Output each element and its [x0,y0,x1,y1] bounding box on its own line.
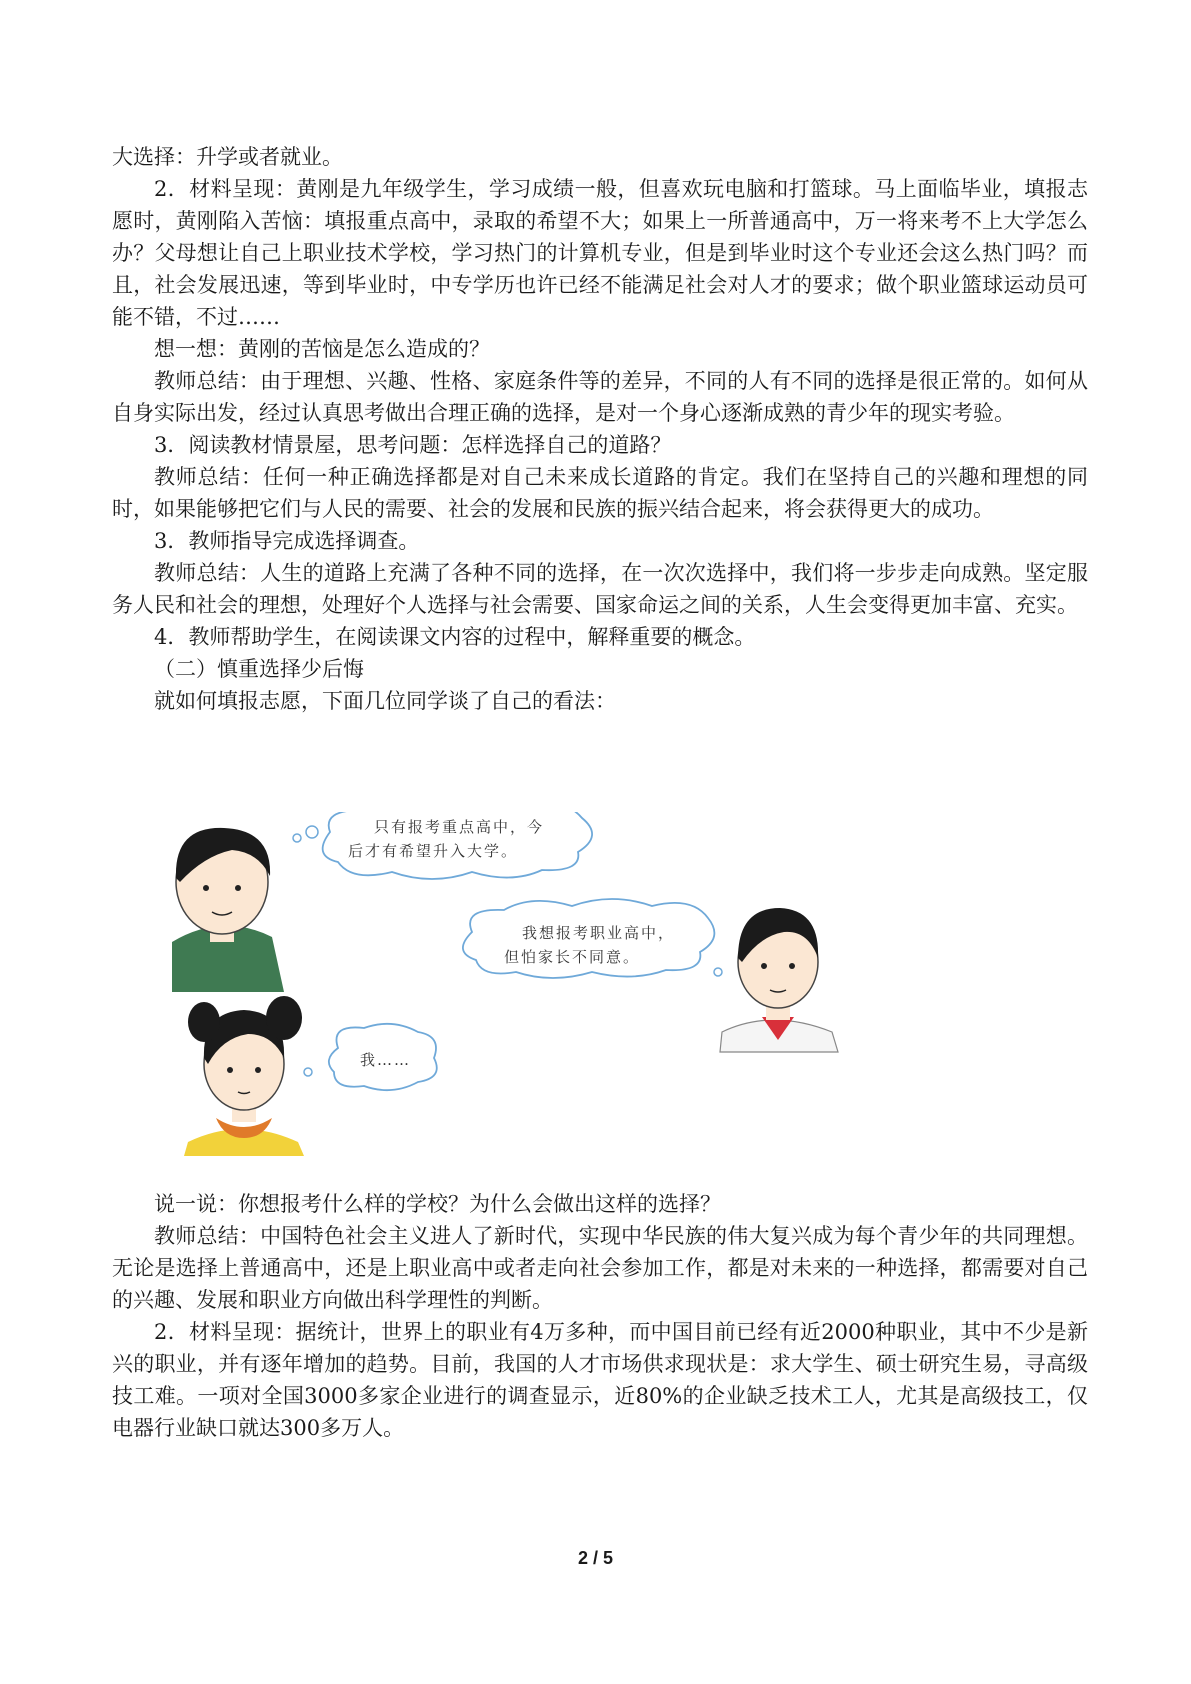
student-boy-red-collar-icon [720,908,838,1052]
bubble-1-line-2: 后才有希望升入大学。 [348,842,519,860]
thought-bubble-1 [293,812,592,879]
thought-bubble-2 [463,899,722,978]
paragraph: 大选择：升学或者就业。 [112,145,343,169]
paragraph: 教师总结：由于理想、兴趣、性格、家庭条件等的差异，不同的人有不同的选择是很正常的。如何从自身实际出发，经过认真思考做出合理正确的选择，是对一个身心逐渐成熟的青少年的现实考验。 [112,369,1088,425]
paragraph: 说一说：你想报考什么样的学校？为什么会做出这样的选择？ [154,1192,721,1216]
paragraph: 想一想：黄刚的苦恼是怎么造成的？ [154,337,490,361]
paragraph: 3．阅读教材情景屋，思考问题：怎样选择自己的道路？ [154,433,672,457]
top-text-block [112,141,1088,717]
bubble-3-line-1: 我…… [360,1051,412,1069]
paragraph: 3．教师指导完成选择调查。 [154,529,420,553]
paragraph: 教师总结：中国特色社会主义进人了新时代，实现中华民族的伟大复兴成为每个青少年的共同理想。无论是选择上普通高中，还是上职业高中或者走向社会参加工作，都是对未来的一种选择，都需要对自己的兴趣、发展和职业方向做出科学理性的判断。 [112,1224,1088,1312]
section-heading: （二）慎重选择少后悔 [154,657,364,681]
bubble-2-line-1: 我想报考职业高中， [522,924,676,942]
bottom-text-block [112,1188,1088,1444]
bubble-1-line-1: 只有报考重点高中，今 [374,818,545,836]
paragraph: 4．教师帮助学生，在阅读课文内容的过程中，解释重要的概念。 [154,625,756,649]
paragraph: 就如何填报志愿，下面几位同学谈了自己的看法： [154,689,616,713]
paragraph: 2．材料呈现：据统计，世界上的职业有4万多种，而中国目前已经有近2000种职业，其中不少是新兴的职业，并有逐年增加的趋势。目前，我国的人才市场供求现状是：求大学生、硕士研究生易，寻高级技工难。一项对全国3000多家企业进行的调查显示，近80%的企业缺乏技术工人，尤其是高级技工，仅电器行业缺口就达300多万人。 [112,1320,1088,1440]
page-number: 2 / 5 [577,1548,614,1568]
bubble-2-line-2: 但怕家长不同意。 [504,948,641,966]
student-boy-green-icon [172,828,284,992]
paragraph: 2．材料呈现：黄刚是九年级学生，学习成绩一般，但喜欢玩电脑和打篮球。马上面临毕业，填报志愿时，黄刚陷入苦恼：填报重点高中，录取的希望不大；如果上一所普通高中，万一将来考不上大学怎么办？父母想让自己上职业技术学校，学习热门的计算机专业，但是到毕业时这个专业还会这么热门吗？而且，社会发展迅速，等到毕业时，中专学历也许已经不能满足社会对人才的要求；做个职业篮球运动员可能不错，不过…… [112,177,1088,329]
paragraph: 教师总结：任何一种正确选择都是对自己未来成长道路的肯定。我们在坚持自己的兴趣和理想的同时，如果能够把它们与人民的需要、社会的发展和民族的振兴结合起来，将会获得更大的成功。 [112,465,1088,521]
thought-bubble-3 [304,1024,437,1090]
student-girl-yellow-icon [184,996,304,1156]
paragraph: 教师总结：人生的道路上充满了各种不同的选择，在一次次选择中，我们将一步步走向成熟。坚定服务人民和社会的理想，处理好个人选择与社会需要、国家命运之间的关系，人生会变得更加丰富、充实。 [112,561,1088,617]
